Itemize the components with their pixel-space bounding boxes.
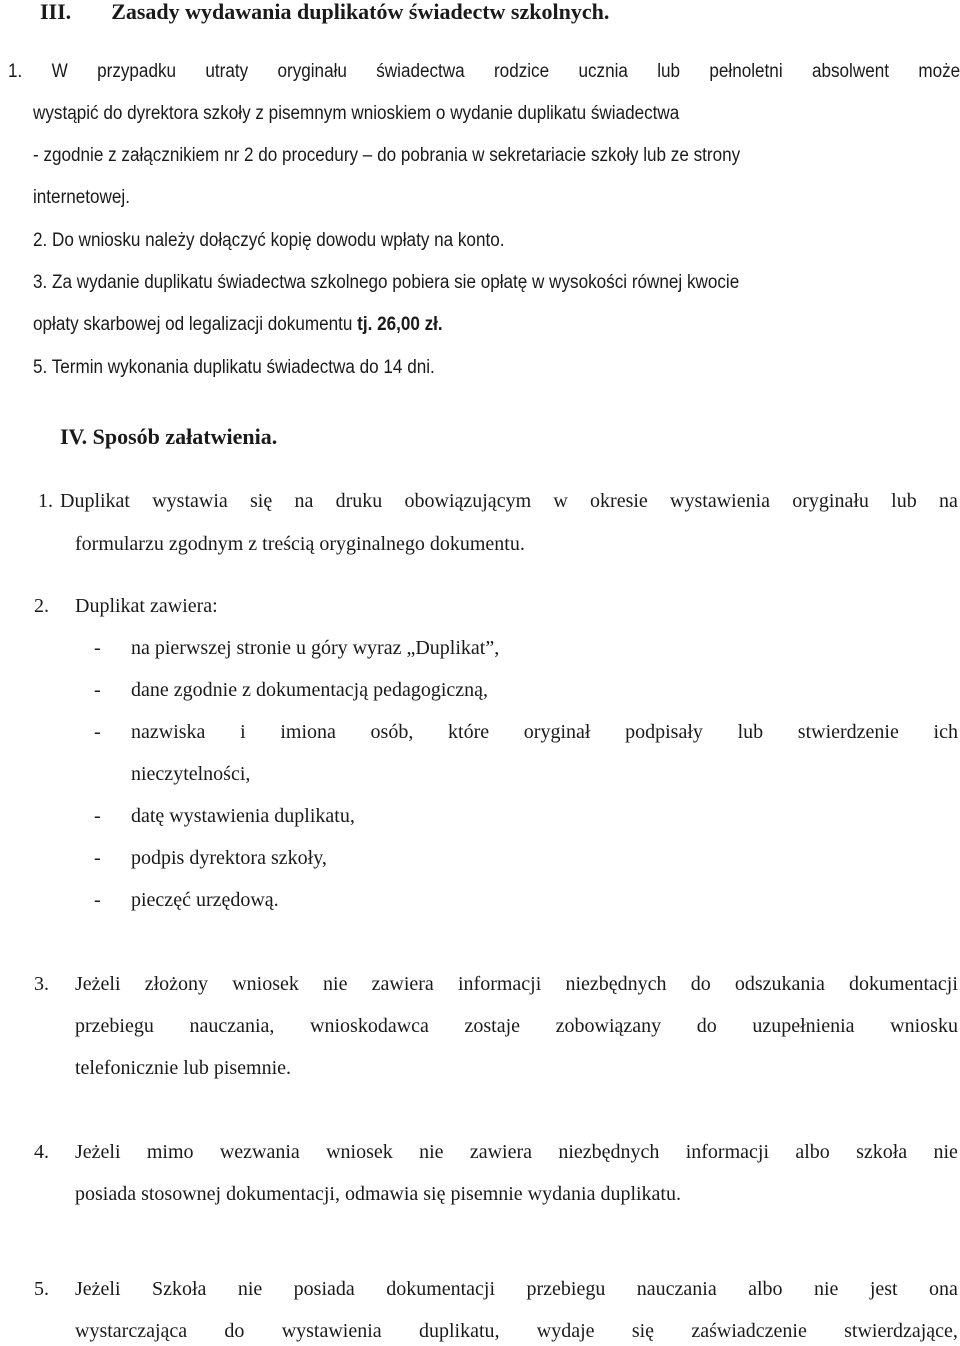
- paragraph-line: [8, 60, 960, 84]
- word: może: [918, 61, 960, 82]
- word: zobowiązany: [555, 1015, 662, 1037]
- word: w: [553, 490, 568, 512]
- word: uzupełnienia: [752, 1015, 855, 1037]
- section-4-heading: [60, 425, 277, 449]
- word: informacji: [457, 973, 542, 995]
- word: niezbędnych: [558, 1141, 660, 1163]
- paragraph-line: [75, 1319, 958, 1343]
- item-number: 1.: [38, 490, 53, 512]
- word: lub: [737, 721, 764, 743]
- bullet-item: na pierwszej stronie u góry wyraz „Duplikat”,: [131, 637, 500, 659]
- word: do: [696, 1015, 717, 1037]
- word: na: [938, 490, 958, 512]
- word: duplikatu,: [418, 1320, 500, 1342]
- word: obowiązującym: [404, 490, 532, 512]
- word: przypadku: [97, 61, 177, 82]
- paragraph-line: formularzu zgodnym z treścią oryginalnego dokumentu.: [75, 533, 525, 555]
- word: wniosek: [232, 973, 299, 995]
- item-number: 3.: [34, 973, 49, 995]
- word: wystawia: [152, 490, 228, 512]
- item-number: 2.: [34, 595, 49, 617]
- section-3-heading: [40, 0, 609, 24]
- item-number: 4.: [34, 1141, 49, 1163]
- word: utraty: [205, 61, 249, 82]
- bullet-item: [131, 720, 958, 744]
- word: 1.: [8, 61, 23, 82]
- word: odszukania: [734, 973, 825, 995]
- word: nazwiska: [131, 721, 206, 743]
- word: Jeżeli: [75, 1141, 121, 1163]
- section-4-title: Sposób załatwienia.: [92, 424, 278, 449]
- word: nie: [419, 1141, 444, 1163]
- paragraph-line: opłaty skarbowej od legalizacji dokumentu tj. 26,00 zł.: [33, 314, 443, 335]
- word: wystawienia: [670, 490, 771, 512]
- paragraph-line: - zgodnie z załącznikiem nr 2 do procedury – do pobrania w sekretariacie szkoły lub ze strony: [33, 145, 741, 166]
- paragraph-line: wystąpić do dyrektora szkoły z pisemnym wnioskiem o wydanie duplikatu świadectwa: [33, 103, 680, 124]
- fee-amount: tj. 26,00 zł.: [357, 314, 443, 335]
- word: wystarczająca: [75, 1320, 188, 1342]
- word: i: [240, 721, 246, 743]
- item-number: 5.: [34, 1278, 49, 1300]
- bullet-item: dane zgodnie z dokumentacją pedagogiczną,: [131, 679, 489, 701]
- word: zostaje: [464, 1015, 521, 1037]
- word: rodzice: [493, 61, 550, 82]
- word: do: [690, 973, 711, 995]
- word: osób,: [370, 721, 414, 743]
- word: wniosek: [326, 1141, 393, 1163]
- word: druku: [335, 490, 383, 512]
- word: oryginału: [792, 490, 869, 512]
- paragraph-line: [60, 489, 958, 513]
- word: jest: [869, 1278, 898, 1300]
- word: niezbędnych: [565, 973, 667, 995]
- word: ich: [933, 721, 958, 743]
- word: nie: [237, 1278, 263, 1300]
- paragraph-line: 3. Za wydanie duplikatu świadectwa szkolnego pobiera sie opłatę w wysokości równej kwocie: [33, 272, 740, 293]
- paragraph-line: internetowej.: [33, 187, 130, 208]
- word: mimo: [146, 1141, 194, 1163]
- paragraph-line: [75, 972, 958, 996]
- word: złożony: [144, 973, 209, 995]
- bullet-dash: -: [94, 637, 101, 659]
- bullet-dash: -: [94, 721, 101, 743]
- word: ona: [929, 1278, 958, 1300]
- paragraph-line: Duplikat zawiera:: [75, 595, 218, 617]
- word: albo: [795, 1141, 830, 1163]
- word: lub: [891, 490, 917, 512]
- paragraph-line: [75, 1140, 958, 1164]
- word: zaświadczenie: [691, 1320, 807, 1342]
- word: absolwent: [811, 61, 889, 82]
- bullet-item: podpis dyrektora szkoły,: [131, 847, 327, 869]
- word: oryginał: [523, 721, 591, 743]
- bullet-dash: -: [94, 679, 101, 701]
- word: lub: [657, 61, 681, 82]
- word: wniosku: [890, 1015, 958, 1037]
- paragraph-line: 5. Termin wykonania duplikatu świadectwa do 14 dni.: [33, 357, 435, 378]
- word: ucznia: [578, 61, 628, 82]
- paragraph-line: posiada stosownej dokumentacji, odmawia się pisemnie wydania duplikatu.: [75, 1183, 681, 1205]
- word: imiona: [280, 721, 336, 743]
- word: przebiegu: [526, 1278, 606, 1300]
- word: dokumentacji: [849, 973, 958, 995]
- word: posiada: [293, 1278, 355, 1300]
- word: nauczania: [636, 1278, 717, 1300]
- bullet-item: pieczęć urzędową.: [131, 889, 279, 911]
- word: się: [631, 1320, 655, 1342]
- word: wystawienia: [281, 1320, 382, 1342]
- word: do: [224, 1320, 245, 1342]
- word: szkoła: [856, 1141, 908, 1163]
- word: zawiera: [469, 1141, 532, 1163]
- word: albo: [748, 1278, 783, 1300]
- paragraph-line: [75, 1277, 958, 1301]
- bullet-item-continuation: nieczytelności,: [131, 763, 251, 785]
- word: wydaje: [536, 1320, 595, 1342]
- paragraph-line: 2. Do wniosku należy dołączyć kopię dowodu wpłaty na konto.: [33, 230, 505, 251]
- word: okresie: [590, 490, 648, 512]
- section-3-number: III.: [40, 0, 72, 24]
- bullet-dash: -: [94, 889, 101, 911]
- bullet-dash: -: [94, 805, 101, 827]
- word: nauczania,: [189, 1015, 275, 1037]
- word: podpisały: [625, 721, 703, 743]
- word: Jeżeli: [75, 1278, 121, 1300]
- word: wezwania: [219, 1141, 300, 1163]
- word: Jeżeli: [75, 973, 121, 995]
- word: oryginału: [277, 61, 347, 82]
- word: Duplikat: [60, 490, 130, 512]
- word: stwierdzające,: [844, 1320, 958, 1342]
- word: świadectwa: [376, 61, 465, 82]
- word: dokumentacji: [386, 1278, 496, 1300]
- word: Szkoła: [151, 1278, 207, 1300]
- word: W: [51, 61, 68, 82]
- word: nie: [933, 1141, 958, 1163]
- word: pełnoletni: [709, 61, 783, 82]
- word: na: [294, 490, 314, 512]
- section-3-title: Zasady wydawania duplikatów świadectw szkolnych.: [111, 0, 610, 24]
- bullet-dash: -: [94, 847, 101, 869]
- word: się: [250, 490, 273, 512]
- paragraph-line: telefonicznie lub pisemnie.: [75, 1057, 292, 1079]
- bullet-item: datę wystawienia duplikatu,: [131, 805, 355, 827]
- word: nie: [323, 973, 348, 995]
- word: przebiegu: [75, 1015, 154, 1037]
- word: nie: [813, 1278, 839, 1300]
- word: wnioskodawca: [310, 1015, 429, 1037]
- word: które: [448, 721, 490, 743]
- paragraph-line: [75, 1014, 958, 1038]
- section-4-number: IV.: [60, 424, 88, 449]
- word: stwierdzenie: [797, 721, 899, 743]
- word: informacji: [685, 1141, 770, 1163]
- word: zawiera: [371, 973, 434, 995]
